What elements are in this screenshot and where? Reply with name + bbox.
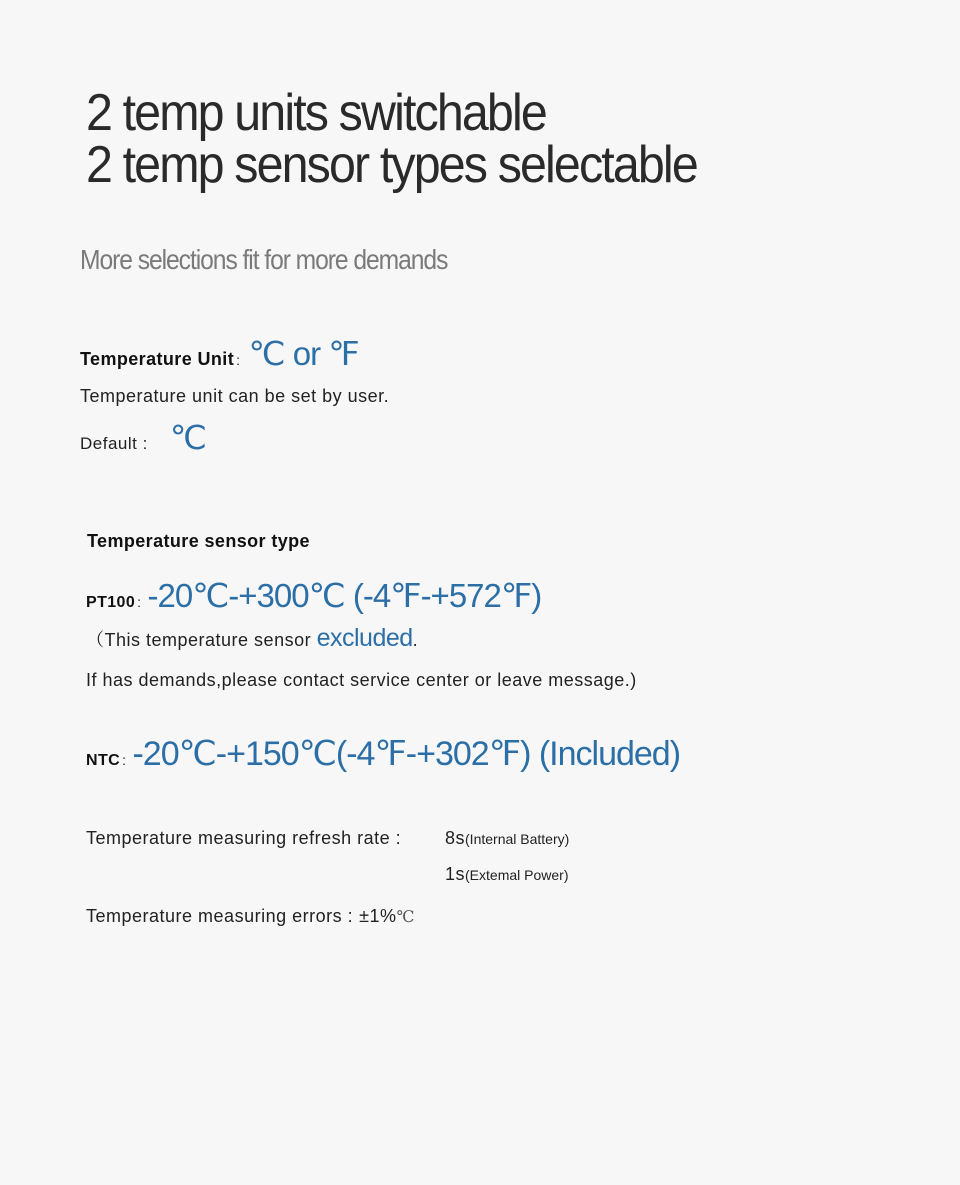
headline-line-2: 2 temp sensor types selectable: [86, 136, 697, 194]
temp-unit-sep: :: [236, 352, 241, 368]
default-value: ℃: [169, 419, 206, 456]
errors-unit: ℃: [396, 907, 415, 926]
headline-line-1: 2 temp units switchable: [86, 84, 546, 142]
refresh-rate-label: Temperature measuring refresh rate :: [86, 828, 402, 848]
sensor-type-heading: Temperature sensor type: [87, 531, 310, 551]
refresh-external-row: [445, 864, 568, 885]
errors-value: ±1%: [359, 906, 397, 926]
errors-label: Temperature measuring errors :: [86, 906, 354, 926]
refresh-battery-value: 8s: [445, 828, 466, 848]
pt100-row: [86, 576, 541, 615]
pt100-note-prefix: （This temperature sensor: [86, 630, 317, 650]
pt100-sep: :: [137, 594, 142, 610]
refresh-battery-row: [445, 828, 569, 849]
pt100-note-line-2: If has demands,please contact service center or leave message.): [86, 670, 637, 690]
temp-unit-value: ℃ or ℉: [248, 335, 359, 372]
pt100-note-highlight: excluded: [316, 624, 413, 652]
refresh-battery-note: (Internal Battery): [465, 831, 570, 847]
temp-unit-label: Temperature Unit: [80, 349, 235, 369]
pt100-label: PT100: [86, 594, 136, 611]
temp-unit-description: Temperature unit can be set by user.: [80, 386, 390, 406]
refresh-external-note: (Extemal Power): [465, 867, 569, 883]
default-label: Default :: [80, 434, 148, 453]
pt100-note-line-1: [86, 624, 418, 653]
temp-unit-row: [80, 334, 359, 373]
ntc-sep: :: [122, 752, 127, 768]
errors-row: [86, 906, 414, 927]
ntc-range: -20℃-+150℃(-4℉-+302℉) (Included): [132, 735, 681, 773]
ntc-label: NTC: [86, 752, 121, 769]
pt100-range: -20℃-+300℃ (-4℉-+572℉): [147, 577, 542, 614]
ntc-row: [86, 734, 680, 774]
default-row: [80, 418, 206, 457]
refresh-external-value: 1s: [445, 864, 466, 884]
subheading: More selections fit for more demands: [80, 244, 448, 275]
pt100-note-suffix: .: [412, 630, 419, 650]
